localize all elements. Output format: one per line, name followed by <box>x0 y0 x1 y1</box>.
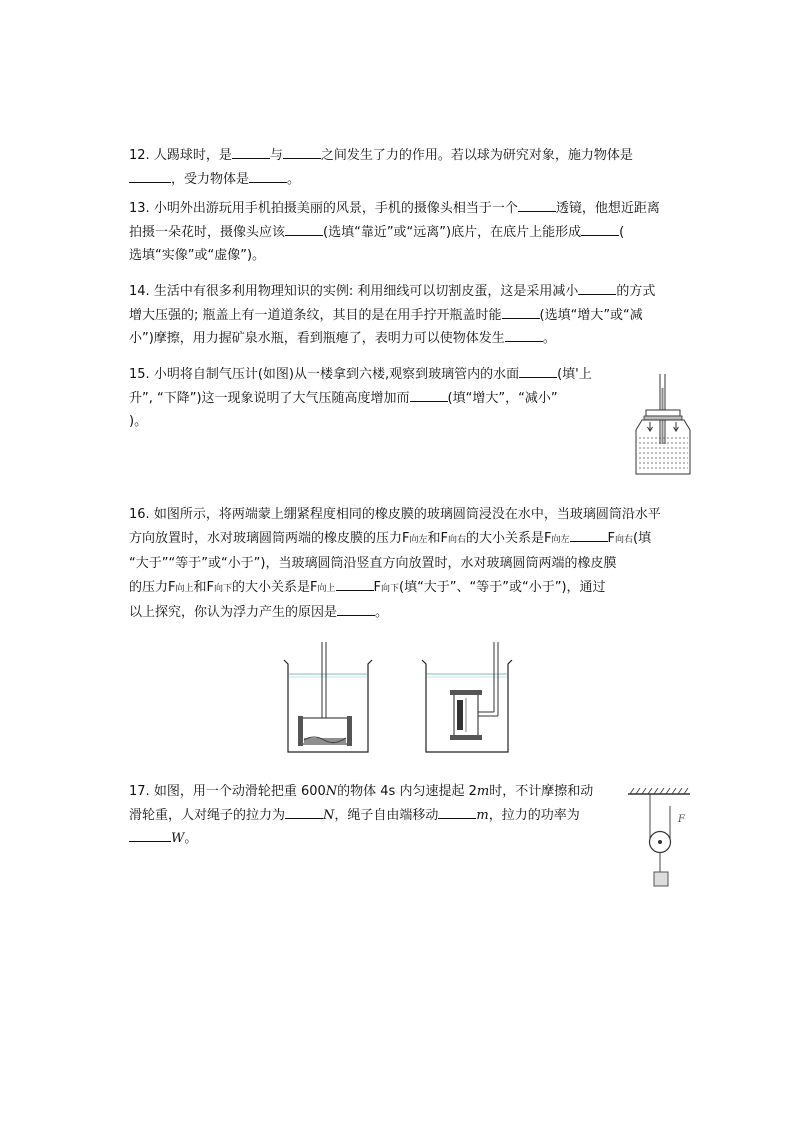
unit-symbol: N <box>325 784 338 799</box>
answer-blank[interactable] <box>336 576 374 591</box>
q12-text: 与 <box>269 148 283 163</box>
q17-text: ，拉力的功率为 <box>488 807 580 823</box>
subscript: 向右 <box>447 534 466 545</box>
q15-text: 小明将自制气压计(如图)从一楼拿到六楼,观察到玻璃管内的水面 <box>153 367 520 382</box>
question-16 <box>129 503 695 625</box>
answer-blank[interactable] <box>285 221 323 236</box>
q13-text: 选填“实像”或“虚像”)。 <box>129 248 266 263</box>
answer-blank[interactable] <box>505 327 543 342</box>
q17-text: 时，不计摩擦和动 <box>489 784 594 799</box>
answer-blank[interactable] <box>438 804 476 819</box>
q16-text: 和F <box>193 579 214 595</box>
q12-text: 。 <box>287 171 301 187</box>
answer-blank[interactable] <box>232 144 270 159</box>
answer-blank[interactable] <box>129 168 171 183</box>
q14-text: (选填“增大”或“减 <box>539 307 643 323</box>
q12-text: ，受力物体是 <box>171 171 250 187</box>
subscript: 向左 <box>551 534 570 545</box>
answer-blank[interactable] <box>570 527 608 542</box>
answer-blank[interactable] <box>249 168 287 183</box>
q17-number: 17. <box>129 784 150 799</box>
unit-symbol: m <box>476 807 489 823</box>
subscript: 向上 <box>317 583 336 594</box>
answer-blank[interactable] <box>518 197 556 212</box>
q14-text: 的方式 <box>616 284 656 299</box>
q14-number: 14. <box>129 284 150 299</box>
q13-text: 小明外出游玩用手机拍摄美丽的风景，手机的摄像头相当于一个 <box>153 201 518 216</box>
q13-text: 透镜，他想近距离 <box>555 201 660 216</box>
q13-number: 13. <box>129 201 150 216</box>
beaker-horizontal <box>284 642 372 752</box>
q16-text: 的大小关系是F <box>466 530 552 546</box>
q16-text: 的压力F <box>129 579 176 595</box>
q16-text: F <box>373 579 381 595</box>
question-17 <box>129 780 629 851</box>
question-13 <box>129 197 695 268</box>
unit-symbol: N <box>323 807 335 823</box>
q13-text: (选填“靠近”或“远离”)底片，在底片上能形成 <box>323 224 582 240</box>
q16-text: 以上探究，你认为浮力产生的原因是 <box>129 605 338 620</box>
q16-text: 和F <box>427 530 448 546</box>
q12-number: 12. <box>129 148 150 163</box>
q17-text: ，绳子自由端移动 <box>334 807 439 823</box>
subscript: 向下 <box>213 583 232 594</box>
q16-text: 的大小关系是F <box>232 579 318 595</box>
q15-text: 升”, “下降”)这一现象说明了大气压随高度增加而 <box>129 390 410 406</box>
answer-blank[interactable] <box>581 221 619 236</box>
q17-text: 如图，用一个动滑轮把重 600 <box>153 784 326 799</box>
pulley-figure <box>624 786 694 894</box>
subscript: 向右 <box>614 534 633 545</box>
q13-text: 拍摄一朵花时，摄像头应该 <box>129 224 286 240</box>
q12-text: 人踢球时，是 <box>153 148 232 163</box>
q16-text: “大于”“等于”或“小于”)，当玻璃圆筒沿竖直方向放置时，水对玻璃圆筒两端的橡皮膜 <box>129 556 617 571</box>
unit-symbol: m <box>476 784 490 799</box>
q16-text: 方向放置时，水对玻璃圆筒两端的橡皮膜的压力F <box>129 530 410 546</box>
subscript: 向左 <box>409 534 428 545</box>
subscript: 向上 <box>175 583 194 594</box>
unit-symbol: W <box>171 831 185 846</box>
barometer-figure <box>632 372 694 478</box>
question-15 <box>129 363 629 434</box>
q17-text: 滑轮重，人对绳子的拉力为 <box>129 807 286 823</box>
force-label: F <box>678 814 685 825</box>
q17-text: 的物体 4s 内匀速提起 2 <box>337 784 477 799</box>
answer-blank[interactable] <box>129 827 171 842</box>
answer-blank[interactable] <box>519 363 557 378</box>
q15-text: (填“增大”，“减小” <box>447 390 558 406</box>
question-12 <box>129 144 695 191</box>
question-14 <box>129 280 695 351</box>
q16-text: F <box>607 530 615 546</box>
q14-text: 增大压强的; 瓶盖上有一道道条纹，其目的是在用手拧开瓶盖时能 <box>129 307 502 323</box>
q16-text: (填 <box>633 530 652 546</box>
q14-text: 小”)摩擦，用力握矿泉水瓶，看到瓶瘪了，表明力可以使物体发生 <box>129 331 505 346</box>
answer-blank[interactable] <box>578 280 616 295</box>
q14-text: 生活中有很多利用物理知识的实例: 利用细线可以切割皮蛋，这是采用减小 <box>153 284 579 299</box>
q16-text: (填“大于”、“等于”或“小于”)，通过 <box>399 579 606 595</box>
q16-text: 如图所示，将两端蒙上绷紧程度相同的橡皮膜的玻璃圆筒浸没在水中，当玻璃圆筒沿水平 <box>153 507 661 522</box>
answer-blank[interactable] <box>410 387 448 402</box>
q16-number: 16. <box>129 507 150 522</box>
q14-text: 。 <box>542 331 556 346</box>
q13-text: ( <box>619 224 625 240</box>
answer-blank[interactable] <box>283 144 321 159</box>
q17-text: 。 <box>184 831 198 846</box>
q16-text: 。 <box>375 605 389 620</box>
q12-text: 之间发生了力的作用。若以球为研究对象，施力物体是 <box>320 148 633 163</box>
beakers-figure <box>278 640 518 755</box>
q15-text: (填'上 <box>557 367 592 382</box>
q15-number: 15. <box>129 367 150 382</box>
beaker-vertical <box>422 642 512 752</box>
answer-blank[interactable] <box>502 304 540 319</box>
q15-text: )。 <box>129 414 148 429</box>
subscript: 向下 <box>380 583 399 594</box>
answer-blank[interactable] <box>285 804 323 819</box>
answer-blank[interactable] <box>337 601 375 616</box>
